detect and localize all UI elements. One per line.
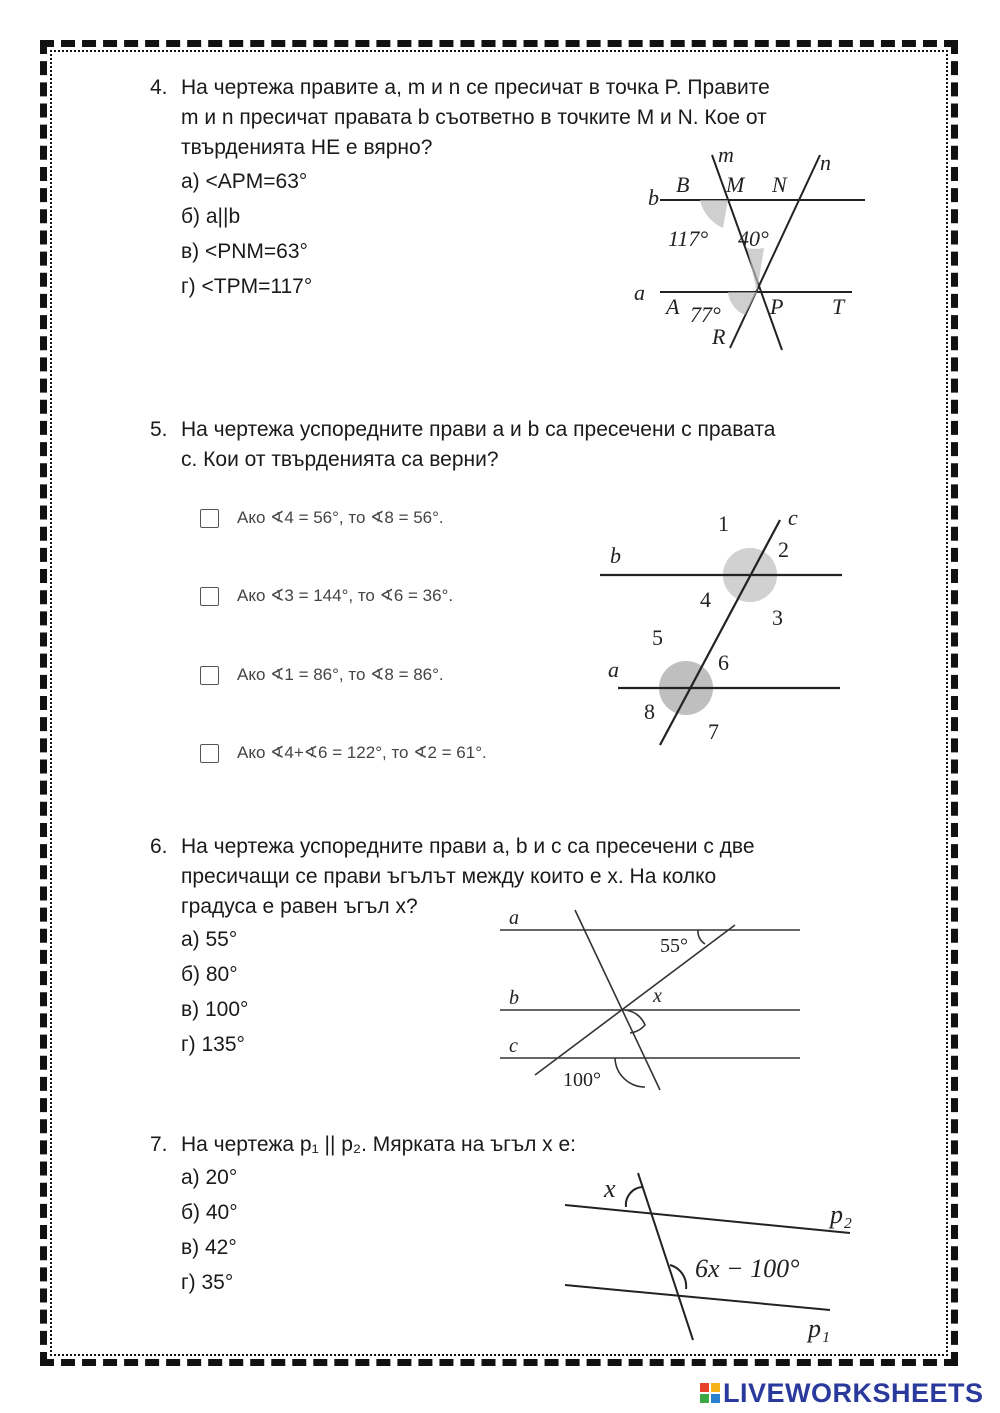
figure-label: a: [634, 280, 645, 305]
q6-options: [181, 922, 248, 1062]
q7-figure: [560, 1165, 875, 1350]
figure-label: 6: [718, 650, 729, 675]
figure-label: x: [604, 1174, 616, 1203]
figure-label: 7: [708, 719, 719, 744]
figure-label: T: [832, 294, 845, 319]
question-line: На чертежа правите a, m и n се пресичат в точка P. Правите: [181, 76, 770, 99]
checkbox-label: Ако ∢4 = 56°, то ∢8 = 56°.: [237, 508, 444, 527]
liveworksheets-logo: [700, 1376, 984, 1410]
figure-label: 40°: [738, 226, 769, 251]
figure-label: 117°: [668, 226, 709, 251]
option-d[interactable]: г) 135°: [181, 1033, 245, 1056]
figure-label: b: [509, 987, 519, 1009]
brand-name: LIVEWORKSHEETS: [723, 1377, 984, 1408]
option-b[interactable]: б) 40°: [181, 1201, 238, 1224]
figure-label: 5: [652, 625, 663, 650]
figure-label: R: [712, 324, 726, 349]
question-number: 6.: [150, 835, 168, 858]
option-b[interactable]: б) 80°: [181, 963, 238, 986]
figure-label: m: [718, 142, 734, 167]
q4-figure: [620, 140, 880, 355]
figure-label: a: [509, 907, 519, 929]
checkbox-label: Ако ∢4+∢6 = 122°, то ∢2 = 61°.: [237, 743, 487, 762]
checkbox[interactable]: [200, 744, 219, 763]
figure-label: 2: [778, 537, 789, 562]
checkbox-row-3[interactable]: [200, 662, 444, 688]
option-d[interactable]: г) 35°: [181, 1271, 234, 1294]
question-line: На чертежа успоредните прави a, b и c са пресечени с две: [181, 835, 755, 858]
figure-label: M: [726, 172, 745, 197]
figure-label: 77°: [690, 302, 721, 327]
figure-label: 4: [700, 587, 711, 612]
option-a[interactable]: а) 20°: [181, 1166, 238, 1189]
checkbox-row-4[interactable]: [200, 740, 487, 766]
question-text: [181, 1130, 576, 1160]
figure-label: p₂: [830, 1200, 853, 1229]
option-b[interactable]: б) a||b: [181, 205, 241, 228]
question-number: 5.: [150, 418, 168, 441]
question-number: 4.: [150, 76, 168, 99]
figure-label: 8: [644, 699, 655, 724]
checkbox[interactable]: [200, 666, 219, 685]
checkbox-row-1[interactable]: [200, 505, 444, 531]
q7-options: [181, 1160, 238, 1300]
question-line: c. Кои от твърденията са верни?: [181, 448, 499, 471]
option-c[interactable]: в) 100°: [181, 998, 249, 1021]
figure-label: n: [820, 150, 831, 175]
figure-label: b: [648, 185, 659, 210]
option-a[interactable]: а) <APM=63°: [181, 170, 308, 193]
question-line: На чертежа p₁ || p₂. Мярката на ъгъл x е:: [181, 1133, 577, 1156]
option-c[interactable]: в) <PNM=63°: [181, 240, 308, 263]
figure-label: B: [676, 172, 690, 197]
question-line: На чертежа успоредните прави a и b са пресечени с правата: [181, 418, 776, 441]
figure-label: x: [653, 985, 662, 1007]
checkbox-label: Ако ∢3 = 144°, то ∢6 = 36°.: [237, 586, 454, 605]
figure-label: 55°: [660, 935, 688, 957]
figure-label: 6x − 100°: [695, 1254, 800, 1283]
q6-figure: [495, 900, 810, 1100]
q4-options: [181, 164, 312, 304]
figure-label: 3: [772, 605, 783, 630]
option-c[interactable]: в) 42°: [181, 1236, 237, 1259]
q5-figure: [600, 505, 860, 750]
figure-label: b: [610, 543, 621, 568]
checkbox[interactable]: [200, 587, 219, 606]
option-d[interactable]: г) <TPM=117°: [181, 275, 313, 298]
figure-label: 100°: [563, 1069, 601, 1091]
brand-square: [711, 1394, 720, 1403]
brand-square: [711, 1383, 720, 1392]
figure-label: a: [608, 657, 619, 682]
question-text: [181, 415, 775, 475]
figure-label: c: [509, 1035, 518, 1057]
question-line: пресичащи се прави ъгълът между които е x. На колко: [181, 865, 717, 888]
option-a[interactable]: а) 55°: [181, 928, 238, 951]
question-line: m и n пресичат правата b съответно в точките M и N. Кое от: [181, 106, 767, 129]
checkbox-row-2[interactable]: [200, 583, 453, 609]
brand-logo-icon: [700, 1383, 720, 1403]
figure-label: 1: [718, 511, 729, 536]
figure-label: A: [666, 294, 680, 319]
checkbox-label: Ако ∢1 = 86°, то ∢8 = 86°.: [237, 665, 444, 684]
figure-label: p₁: [808, 1314, 831, 1343]
checkbox[interactable]: [200, 509, 219, 528]
figure-label: P: [770, 294, 784, 319]
brand-square: [700, 1383, 709, 1392]
question-line: твърденията НЕ е вярно?: [181, 136, 433, 159]
question-number: 7.: [150, 1133, 168, 1156]
figure-label: N: [772, 172, 787, 197]
brand-square: [700, 1394, 709, 1403]
figure-label: c: [788, 505, 798, 530]
question-line: градуса е равен ъгъл x?: [181, 895, 418, 918]
